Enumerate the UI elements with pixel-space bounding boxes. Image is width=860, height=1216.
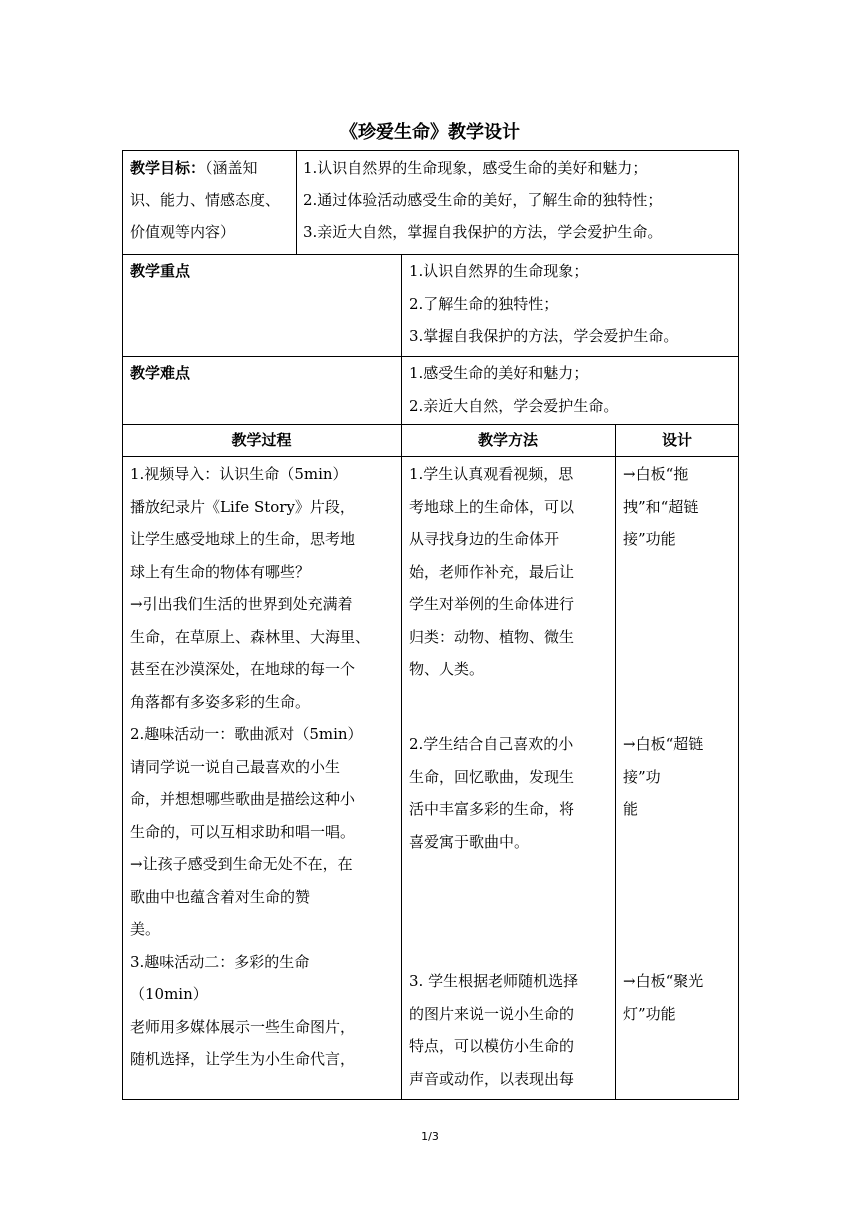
process-line: （10min） [130, 985, 208, 1003]
process-line: 播放纪录片《Life Story》片段， [130, 497, 355, 516]
process-line: 角落都有多姿多彩的生命。 [130, 692, 311, 711]
difficulty-item: 1.感受生命的美好和魅力； [409, 364, 589, 382]
method-line: 1.学生认真观看视频，思 [409, 465, 574, 483]
goals-items-cell [296, 152, 739, 248]
method-block-2 [401, 728, 615, 858]
header-design: 设计 [661, 431, 692, 449]
keypoint-item: 2.了解生命的独特性； [409, 294, 559, 313]
process-line: 歌曲中也蕴含着对生命的赞 [130, 887, 311, 906]
design-line: 能 [623, 800, 639, 818]
method-line: 生命，回忆歌曲，发现生 [409, 767, 575, 786]
method-block-1 [401, 458, 615, 686]
page-title: 《珍爱生命》教学设计 [340, 122, 520, 143]
process-line: 让学生感受地球上的生命，思考地 [130, 530, 356, 548]
difficulty-item: 2.亲近大自然，学会爱护生命。 [409, 396, 619, 415]
process-cell [122, 458, 401, 1076]
process-line: →让孩子感受到生命无处不在，在 [130, 855, 353, 873]
difficulties-label: 教学难点 [130, 364, 191, 382]
design-line: 灯”功能 [623, 1004, 676, 1023]
goal-item: 1.认识自然界的生命现象，感受生命的美好和魅力； [303, 159, 648, 177]
method-line: 始，老师作补充，最后让 [409, 562, 575, 581]
goals-label-bold: 教学目标： [130, 159, 206, 177]
keypoints-items-cell [401, 255, 739, 353]
method-line: 学生对举例的生命体进行 [409, 595, 575, 613]
process-line: 随机选择，让学生为小生命代言， [130, 1050, 356, 1068]
design-line: 接”功能 [623, 530, 676, 548]
process-line: 生命，在草原上、森林里、大海里、 [130, 627, 371, 646]
keypoints-label: 教学重点 [130, 262, 191, 280]
method-line: 2.学生结合自己喜欢的小 [409, 735, 574, 753]
design-line: →白板“聚光 [623, 972, 704, 990]
keypoint-item: 1.认识自然界的生命现象； [409, 262, 589, 280]
page-number: 1/3 [421, 1130, 439, 1143]
design-block-1 [615, 458, 739, 556]
design-line: →白板“拖 [623, 465, 689, 483]
row-divider-header [122, 456, 739, 457]
process-line: →引出我们生活的世界到处充满着 [130, 595, 353, 613]
header-method: 教学方法 [477, 431, 538, 449]
keypoint-item: 3.掌握自我保护的方法，学会爱护生命。 [409, 327, 679, 345]
goals-label-line-3: 价值观等内容） [130, 223, 236, 241]
method-line: 特点，可以模仿小生命的 [409, 1037, 575, 1055]
process-line: 2.趣味活动一：歌曲派对（5min） [130, 725, 363, 743]
method-line: 喜爱寓于歌曲中。 [409, 832, 530, 851]
method-block-3 [401, 965, 615, 1095]
method-line: 的图片来说一说小生命的 [409, 1004, 575, 1023]
design-line: →白板“超链 [623, 735, 704, 753]
process-line: 命，并想想哪些歌曲是描绘这种小 [130, 790, 356, 808]
process-line: 球上有生命的物体有哪些？ [130, 562, 311, 581]
method-line: 考地球上的生命体，可以 [409, 497, 575, 516]
design-line: 拽”和“超链 [623, 497, 699, 516]
method-line: 物、人类。 [409, 660, 485, 678]
method-line: 声音或动作，以表现出每 [409, 1069, 575, 1088]
goal-item: 3.亲近大自然，掌握自我保护的方法，学会爱护生命。 [303, 223, 663, 241]
design-block-2 [615, 728, 739, 826]
method-line: 归类：动物、植物、微生 [409, 627, 575, 646]
process-line: 甚至在沙漠深处，在地球的每一个 [130, 660, 356, 678]
method-line: 3. 学生根据老师随机选择 [409, 972, 579, 990]
goals-label-line-1: （涵盖知 [205, 159, 258, 177]
header-process: 教学过程 [231, 431, 292, 449]
design-block-3 [615, 965, 739, 1030]
goals-label-cell [122, 152, 296, 248]
goals-label-line-2: 识、能力、情感态度、 [130, 191, 281, 209]
process-line: 请同学说一说自己最喜欢的小生 [130, 757, 341, 776]
design-line: 接”功 [623, 767, 661, 786]
process-line: 生命的，可以互相求助和唱一唱。 [130, 822, 356, 841]
difficulties-items-cell [401, 357, 739, 422]
method-line: 从寻找身边的生命体开 [409, 530, 560, 548]
goal-item: 2.通过体验活动感受生命的美好，了解生命的独特性； [303, 191, 663, 209]
process-line: 3.趣味活动二：多彩的生命 [130, 952, 310, 971]
process-line: 老师用多媒体展示一些生命图片， [130, 1017, 356, 1036]
method-line: 活中丰富多彩的生命，将 [409, 800, 575, 818]
process-line: 1.视频导入：认识生命（5min） [130, 465, 348, 483]
process-line: 美。 [130, 920, 161, 938]
